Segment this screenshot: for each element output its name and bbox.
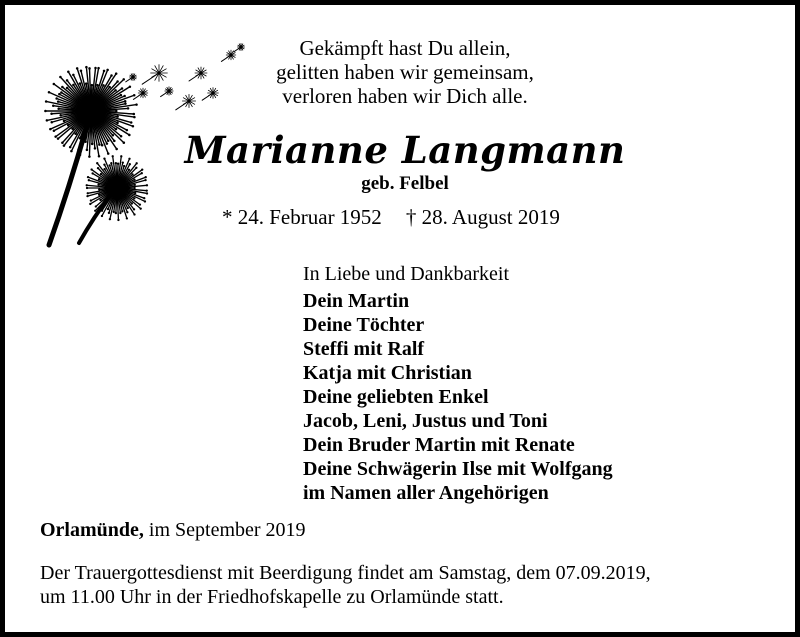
mourner-line: Dein Martin [303, 290, 410, 312]
mourners-list [303, 289, 613, 505]
poem-line-2: gelitten haben wir gemeinsam, [276, 60, 534, 84]
life-dates [222, 204, 622, 230]
place-month: im September 2019 [148, 519, 306, 541]
mourner-line: Deine geliebten Enkel [303, 386, 489, 408]
place-town: Orlamünde, [40, 519, 144, 541]
mourners-intro: In Liebe und Dankbarkeit [303, 263, 510, 285]
service-line-1: Der Trauergottesdienst mit Beerdigung findet am Samstag, dem 07.09.2019, [40, 562, 651, 584]
mourner-line: Jacob, Leni, Justus und Toni [303, 410, 548, 432]
place-date [40, 517, 306, 543]
poem [205, 36, 605, 108]
deceased-name: Marianne Langmann [184, 128, 626, 172]
mourner-line: Deine Töchter [303, 314, 425, 336]
mourner-line: im Namen aller Angehörigen [303, 482, 549, 504]
service-info [40, 561, 760, 609]
birth-name: geb. Felbel [361, 173, 449, 194]
mourner-line: Deine Schwägerin Ilse mit Wolfgang [303, 458, 613, 480]
birth-date: * 24. Februar 1952 [222, 205, 382, 229]
poem-line-3: verloren haben wir Dich alle. [282, 84, 528, 108]
mourner-line: Katja mit Christian [303, 362, 472, 384]
poem-line-1: Gekämpft hast Du allein, [299, 36, 511, 60]
mourner-line: Steffi mit Ralf [303, 338, 425, 360]
mourner-line: Dein Bruder Martin mit Renate [303, 434, 575, 456]
service-line-2: um 11.00 Uhr in der Friedhofskapelle zu Orlamünde statt. [40, 586, 504, 608]
death-date: † 28. August 2019 [405, 205, 560, 229]
